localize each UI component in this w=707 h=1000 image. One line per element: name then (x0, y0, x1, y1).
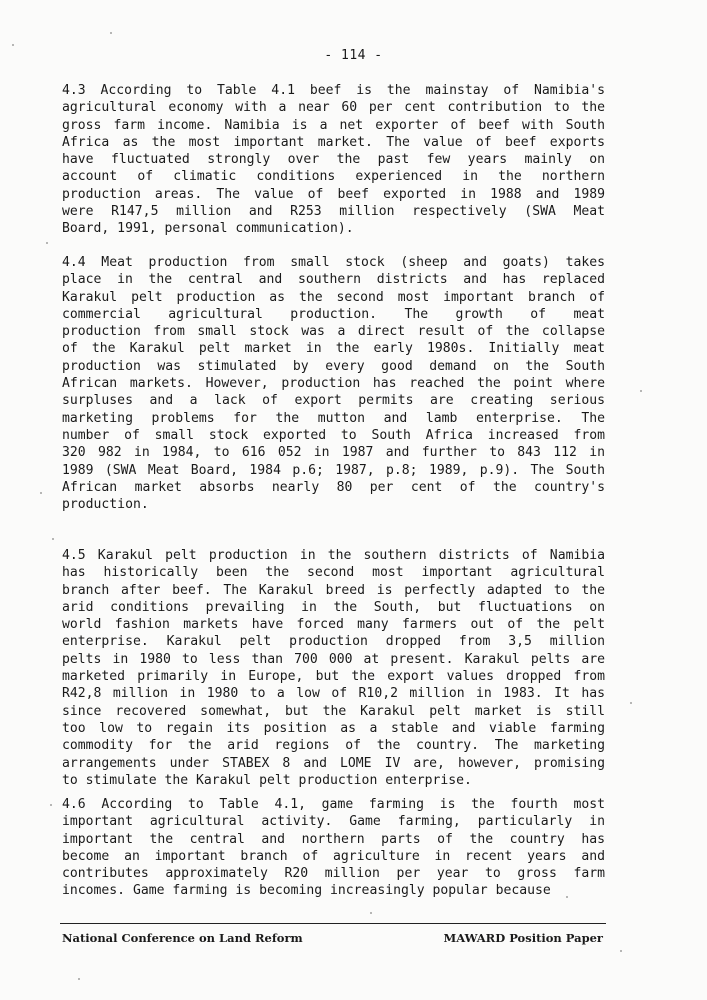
scan-speck (52, 538, 54, 540)
paragraph-line: number of small stock exported to South Africa increased from (62, 427, 605, 443)
paragraph-line: agricultural economy with a near 60 per cent contribution to the (62, 100, 605, 116)
paragraph-line: 4.3 According to Table 4.1 beef is the mainstay of Namibia's (62, 83, 605, 98)
paragraph-line: commercial agricultural production. The growth of meat (62, 306, 605, 322)
paragraph-line: 4.4 Meat production from small stock (sheep and goats) takes (62, 255, 605, 270)
paragraph-line: account of climatic conditions experienced in the northern (62, 169, 605, 185)
paragraph-line: Board, 1991, personal communication). (62, 221, 354, 237)
paragraph-line: production from small stock was a direct result of the collapse (62, 324, 605, 340)
paragraph-line: production areas. The value of beef exported in 1988 and 1989 (62, 186, 605, 202)
scan-speck (620, 950, 622, 952)
paragraph-line: African markets. However, production has reached the point where (62, 376, 605, 392)
paragraph-line: marketed primarily in Europe, but the export values dropped from (62, 669, 605, 685)
paragraph-4-3 (62, 82, 605, 238)
paragraph-line: surpluses and a lack of export permits are creating serious (62, 393, 605, 409)
scan-speck (566, 896, 568, 898)
paragraph-line: incomes. Game farming is becoming increasingly popular because (62, 883, 551, 899)
footer-paper-title: MAWARD Position Paper (443, 931, 603, 945)
paragraph-line: important agricultural activity. Game farming, particularly in (62, 814, 605, 830)
scan-speck (78, 978, 80, 980)
scan-speck (370, 912, 372, 914)
paragraph-4-4 (62, 254, 605, 513)
paragraph-line: too low to regain its position as a stable and viable farming (62, 720, 605, 736)
paragraph-line: Africa as the most important market. The value of beef exports (62, 134, 605, 150)
scan-speck (110, 32, 112, 34)
scan-speck (630, 702, 632, 704)
paragraph-line: contributes approximately R20 million per year to gross farm (62, 866, 605, 882)
paragraph-4-5 (62, 547, 605, 789)
paragraph-line: of the Karakul pelt market in the early 1980s. Initially meat (62, 341, 605, 357)
paragraph-line: to stimulate the Karakul pelt production enterprise. (62, 772, 472, 788)
paragraph-line: marketing problems for the mutton and lamb enterprise. The (62, 410, 605, 426)
paragraph-line: place in the central and southern districts and has replaced (62, 272, 605, 288)
paragraph-line: arid conditions prevailing in the South, but fluctuations on (62, 599, 605, 615)
paragraph-line: African market absorbs nearly 80 per cent of the country's (62, 479, 605, 495)
paragraph-line: branch after beef. The Karakul breed is perfectly adapted to the (62, 582, 605, 598)
paragraph-line: R42,8 million in 1980 to a low of R10,2 million in 1983. It has (62, 686, 605, 702)
paragraph-line: 1989 (SWA Meat Board, 1984 p.6; 1987, p.8; 1989, p.9). The South (62, 462, 605, 478)
page-number: - 114 - (324, 48, 383, 63)
paragraph-line: has historically been the second most important agricultural (62, 565, 605, 581)
scan-speck (46, 242, 48, 244)
paragraph-line: arrangements under STABEX 8 and LOME IV are, however, promising (62, 755, 605, 771)
paragraph-line: become an important branch of agriculture in recent years and (62, 848, 605, 864)
scan-speck (640, 390, 642, 392)
footer-divider (60, 923, 606, 924)
paragraph-line: were R147,5 million and R253 million respectively (SWA Meat (62, 204, 605, 220)
paragraph-line: have fluctuated strongly over the past few years mainly on (62, 152, 605, 168)
scan-speck (12, 44, 14, 46)
paragraph-line: important the central and northern parts of the country has (62, 831, 605, 847)
paragraph-line: pelts in 1980 to less than 700 000 at present. Karakul pelts are (62, 651, 605, 667)
paragraph-line: 4.6 According to Table 4.1, game farming is the fourth most (62, 797, 605, 812)
paragraph-line: 320 982 in 1984, to 616 052 in 1987 and further to 843 112 in (62, 445, 605, 461)
scan-speck (40, 492, 42, 494)
paragraph-line: enterprise. Karakul pelt production dropped from 3,5 million (62, 634, 605, 650)
paragraph-4-6 (62, 796, 605, 900)
paragraph-line: world fashion markets have forced many farmers out of the pelt (62, 617, 605, 633)
paragraph-line: production was stimulated by every good demand on the South (62, 358, 605, 374)
paragraph-line: commodity for the arid regions of the country. The marketing (62, 738, 605, 754)
scan-speck (50, 804, 52, 806)
footer-conference-title: National Conference on Land Reform (62, 931, 303, 945)
paragraph-line: since recovered somewhat, but the Karakul pelt market is still (62, 703, 605, 719)
paragraph-line: gross farm income. Namibia is a net exporter of beef with South (62, 117, 605, 133)
paragraph-line: production. (62, 497, 149, 513)
paragraph-line: Karakul pelt production as the second most important branch of (62, 289, 605, 305)
paragraph-line: 4.5 Karakul pelt production in the southern districts of Namibia (62, 548, 605, 563)
